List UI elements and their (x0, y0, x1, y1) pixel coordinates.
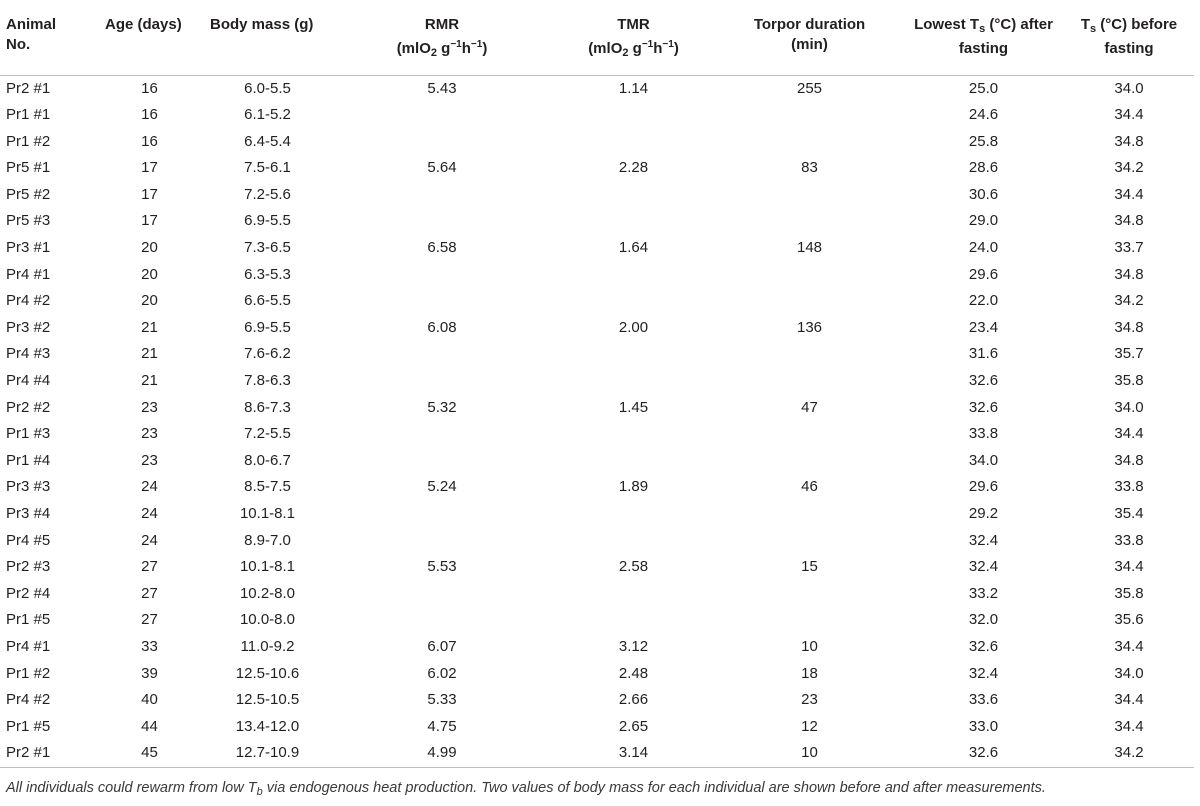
cell-rmr: 4.75 (427, 717, 457, 735)
cell-rmr: 5.53 (427, 558, 457, 576)
cell-age: 24 (141, 531, 158, 549)
header-tmr: TMR (mlO$_2$ $g^{-1}h^{-1}$) (551, 0, 716, 75)
cell-body-mass: 7.6-6.2 (244, 345, 291, 363)
table-row (0, 528, 1194, 555)
table-body (0, 75, 1194, 767)
cell-age: 16 (141, 106, 158, 124)
cell-torpor-duration (716, 182, 903, 209)
cell-age: 17 (141, 159, 158, 177)
cell-animal-no: Pr1 #2 (6, 132, 51, 150)
cell-age: 17 (141, 212, 158, 230)
cell-tmr: 3.12 (618, 637, 649, 655)
cell-lowest-ts: 31.6 (968, 345, 999, 363)
cell-ts-before: 34.8 (1114, 265, 1144, 283)
cell-rmr: 6.58 (427, 239, 457, 257)
cell-age: 45 (97, 740, 202, 767)
table-row (0, 341, 1194, 368)
cell-age: 16 (141, 79, 158, 97)
cell-animal-no: Pr2 #4 (6, 584, 51, 602)
table-row (0, 421, 1194, 448)
cell-ts-before: 34.4 (1114, 425, 1144, 443)
cell-torpor-duration: 23 (801, 691, 818, 709)
cell-tmr (551, 368, 716, 395)
cell-age: 16 (141, 132, 158, 150)
cell-body-mass: 7.3-6.5 (244, 239, 291, 257)
cell-lowest-ts: 33.2 (968, 584, 999, 602)
header-lowest-ts: Lowest $T_s$ (°C) after fasting (903, 0, 1064, 75)
cell-rmr (333, 528, 551, 555)
cell-rmr (333, 607, 551, 634)
cell-tmr (551, 102, 716, 129)
cell-animal-no: Pr5 #1 (6, 159, 51, 177)
cell-animal-no: Pr1 #4 (6, 451, 51, 469)
cell-torpor-duration (716, 262, 903, 289)
cell-torpor-duration: 12 (801, 717, 818, 735)
cell-lowest-ts: 32.0 (968, 611, 999, 629)
cell-torpor-duration: 10 (801, 637, 818, 655)
cell-animal-no: Pr4 #1 (6, 637, 51, 655)
cell-tmr: 2.66 (618, 691, 649, 709)
table-row (0, 208, 1194, 235)
table-row (0, 262, 1194, 289)
cell-body-mass: 7.2-5.5 (244, 425, 291, 443)
cell-age: 40 (141, 691, 158, 709)
cell-body-mass: 6.3-5.3 (244, 265, 291, 283)
cell-body-mass: 10.1-8.1 (239, 505, 296, 522)
cell-lowest-ts: 32.6 (968, 398, 999, 416)
cell-lowest-ts: 23.4 (968, 318, 999, 336)
cell-rmr (333, 448, 551, 475)
cell-ts-before: 34.4 (1114, 717, 1144, 735)
cell-animal-no: Pr1 #5 (6, 611, 51, 629)
table-row (0, 740, 1194, 767)
cell-torpor-duration: 136 (796, 318, 823, 336)
cell-tmr (551, 288, 716, 315)
table-row (0, 581, 1194, 608)
table-row (0, 368, 1194, 395)
cell-torpor-duration (716, 341, 903, 368)
cell-animal-no: Pr1 #5 (6, 717, 51, 735)
cell-animal-no: Pr4 #4 (6, 372, 51, 390)
cell-rmr: 5.32 (427, 398, 457, 416)
table-row (0, 75, 1194, 102)
cell-tmr: 1.64 (618, 239, 649, 257)
cell-lowest-ts: 29.6 (968, 478, 999, 496)
cell-ts-before: 34.8 (1114, 212, 1144, 230)
table-row (0, 687, 1194, 714)
cell-ts-before: 35.6 (1114, 611, 1144, 629)
table-row (0, 129, 1194, 156)
cell-lowest-ts: 25.8 (968, 132, 999, 150)
cell-body-mass: 6.9-5.5 (244, 318, 291, 336)
cell-animal-no: Pr3 #1 (6, 239, 51, 257)
table-row (0, 288, 1194, 315)
header-rmr: RMR (mlO$_2$ $g^{-1}h^{-1}$) (333, 0, 551, 75)
cell-animal-no: Pr4 #2 (6, 691, 51, 709)
cell-torpor-duration: 46 (801, 478, 818, 496)
cell-tmr: 2.48 (618, 664, 649, 682)
cell-ts-before: 35.8 (1114, 584, 1144, 602)
cell-animal-no: Pr4 #5 (6, 531, 51, 549)
cell-ts-before: 33.8 (1114, 478, 1144, 496)
table-row (0, 102, 1194, 129)
cell-lowest-ts: 29.6 (968, 265, 999, 283)
cell-age: 21 (141, 345, 158, 363)
cell-tmr: 2.00 (618, 318, 649, 336)
cell-ts-before: 34.0 (1114, 664, 1144, 682)
cell-ts-before: 34.4 (1114, 637, 1144, 655)
cell-torpor-duration (716, 528, 903, 555)
table-row (0, 634, 1194, 661)
cell-body-mass: 7.8-6.3 (244, 372, 291, 390)
cell-rmr: 6.07 (427, 637, 457, 655)
cell-tmr: 2.28 (618, 159, 649, 177)
header-row (0, 0, 1194, 75)
cell-animal-no: Pr1 #1 (6, 106, 51, 124)
cell-animal-no: Pr1 #2 (6, 664, 51, 682)
cell-body-mass: 6.1-5.2 (244, 106, 291, 124)
cell-ts-before: 34.4 (1114, 185, 1144, 203)
cell-body-mass: 13.4-12.0 (235, 717, 300, 735)
cell-body-mass: 10.0-8.0 (239, 611, 296, 629)
cell-lowest-ts: 33.0 (968, 717, 999, 735)
cell-tmr (551, 182, 716, 209)
cell-torpor-duration: 255 (796, 79, 823, 97)
cell-age: 39 (141, 664, 158, 682)
cell-torpor-duration (716, 288, 903, 315)
cell-rmr: 4.99 (333, 740, 551, 767)
cell-tmr (551, 129, 716, 156)
cell-lowest-ts: 29.0 (968, 212, 999, 230)
cell-rmr (333, 208, 551, 235)
cell-rmr: 6.02 (427, 664, 457, 682)
cell-ts-before: 34.0 (1114, 398, 1144, 416)
cell-tmr: 1.89 (618, 478, 649, 496)
cell-age: 27 (141, 558, 158, 576)
cell-lowest-ts: 30.6 (968, 185, 999, 203)
cell-body-mass: 7.5-6.1 (244, 159, 291, 177)
cell-lowest-ts: 32.6 (968, 372, 999, 390)
table-row (0, 235, 1194, 262)
cell-lowest-ts: 33.6 (968, 691, 999, 709)
cell-rmr (333, 421, 551, 448)
cell-animal-no: Pr2 #2 (6, 398, 51, 416)
cell-torpor-duration (716, 102, 903, 129)
cell-torpor-duration (716, 607, 903, 634)
cell-age: 17 (141, 185, 158, 203)
cell-ts-before: 34.4 (1114, 558, 1144, 576)
cell-lowest-ts: 32.4 (968, 664, 999, 682)
cell-torpor-duration (716, 129, 903, 156)
cell-torpor-duration (716, 501, 903, 528)
table-row (0, 182, 1194, 209)
cell-torpor-duration (716, 421, 903, 448)
cell-torpor-duration (716, 368, 903, 395)
cell-age: 23 (141, 451, 158, 469)
cell-lowest-ts: 24.6 (968, 106, 999, 124)
cell-age: 27 (141, 611, 158, 629)
table-row (0, 315, 1194, 342)
cell-body-mass: 6.4-5.4 (244, 132, 291, 150)
cell-animal-no: Pr4 #1 (6, 265, 51, 283)
cell-tmr (551, 581, 716, 608)
cell-age: 21 (141, 318, 158, 336)
cell-age: 21 (141, 372, 158, 390)
cell-rmr: 5.33 (427, 691, 457, 709)
cell-ts-before: 34.8 (1114, 132, 1144, 150)
cell-tmr (551, 607, 716, 634)
table-row (0, 714, 1194, 741)
cell-body-mass: 10.2-8.0 (239, 584, 296, 602)
cell-tmr: 1.45 (618, 398, 649, 416)
table-footnote: All individuals could rewarm from low $T_b$ via endogenous heat production. Two values of body mass for each individual are shown before and after measurements. (6, 780, 1046, 798)
table-row (0, 448, 1194, 475)
cell-lowest-ts: 22.0 (968, 292, 999, 310)
cell-torpor-duration (716, 581, 903, 608)
cell-lowest-ts: 33.8 (968, 425, 999, 443)
cell-ts-before: 35.4 (1114, 505, 1144, 522)
cell-lowest-ts: 32.6 (903, 740, 1064, 767)
header-ts-before: $T_s$ (°C) before fasting (1064, 0, 1194, 75)
cell-ts-before: 34.2 (1114, 159, 1144, 177)
cell-ts-before: 34.4 (1114, 106, 1144, 124)
cell-body-mass: 8.6-7.3 (244, 398, 291, 416)
cell-body-mass: 8.0-6.7 (244, 451, 291, 469)
cell-body-mass: 6.6-5.5 (244, 292, 291, 310)
cell-age: 23 (141, 398, 158, 416)
cell-tmr: 2.58 (618, 558, 649, 576)
cell-lowest-ts: 29.2 (968, 505, 999, 522)
cell-tmr (551, 421, 716, 448)
cell-tmr: 3.14 (551, 740, 716, 767)
cell-body-mass: 12.5-10.6 (235, 664, 300, 682)
cell-torpor-duration (716, 448, 903, 475)
cell-rmr (333, 102, 551, 129)
cell-ts-before: 34.8 (1114, 318, 1144, 336)
table-row (0, 554, 1194, 581)
cell-ts-before: 34.4 (1114, 691, 1144, 709)
cell-lowest-ts: 32.6 (968, 637, 999, 655)
cell-body-mass: 11.0-9.2 (240, 637, 295, 655)
cell-animal-no: Pr5 #2 (6, 185, 51, 203)
cell-torpor-duration: 18 (801, 664, 818, 682)
cell-rmr (333, 182, 551, 209)
cell-tmr: 2.65 (618, 717, 649, 735)
cell-lowest-ts: 34.0 (968, 451, 999, 469)
cell-torpor-duration: 47 (801, 398, 818, 416)
cell-body-mass: 8.5-7.5 (244, 478, 291, 496)
cell-body-mass: 6.0-5.5 (244, 79, 291, 97)
cell-ts-before: 34.0 (1114, 79, 1144, 97)
cell-animal-no: Pr3 #4 (6, 505, 51, 522)
cell-ts-before: 33.8 (1114, 531, 1144, 549)
cell-ts-before: 33.7 (1114, 239, 1144, 257)
cell-lowest-ts: 28.6 (968, 159, 999, 177)
cell-tmr (551, 501, 716, 528)
cell-rmr (333, 368, 551, 395)
cell-tmr (551, 341, 716, 368)
table-row (0, 501, 1194, 528)
cell-tmr: 1.14 (618, 79, 649, 97)
cell-rmr (333, 129, 551, 156)
table-row (0, 607, 1194, 634)
header-age: Age (days) (97, 0, 202, 75)
cell-lowest-ts: 32.4 (968, 531, 999, 549)
cell-animal-no: Pr4 #3 (6, 345, 51, 363)
cell-age: 27 (141, 584, 158, 602)
cell-animal-no: Pr2 #1 (6, 79, 51, 97)
cell-tmr (551, 528, 716, 555)
cell-age: 20 (141, 292, 158, 310)
cell-age: 44 (141, 717, 158, 735)
header-body-mass: Body mass (g) (202, 0, 333, 75)
cell-torpor-duration: 83 (801, 159, 818, 177)
cell-animal-no: Pr3 #2 (6, 318, 51, 336)
cell-body-mass: 12.7-10.9 (202, 740, 333, 767)
cell-animal-no: Pr3 #3 (6, 478, 51, 496)
header-torpor-duration: Torpor duration (min) (716, 0, 903, 75)
cell-age: 23 (141, 425, 158, 443)
cell-age: 20 (141, 265, 158, 283)
cell-age: 20 (141, 239, 158, 257)
cell-lowest-ts: 32.4 (968, 558, 999, 576)
cell-ts-before: 35.8 (1114, 372, 1144, 390)
header-animal-no: Animal No. (0, 0, 97, 75)
cell-lowest-ts: 25.0 (968, 79, 999, 97)
table-row (0, 474, 1194, 501)
cell-body-mass: 8.9-7.0 (244, 531, 291, 549)
cell-rmr: 5.43 (427, 79, 457, 97)
cell-rmr (333, 341, 551, 368)
cell-age: 33 (141, 637, 158, 655)
cell-ts-before: 34.2 (1114, 292, 1144, 310)
cell-torpor-duration: 148 (796, 239, 823, 257)
cell-rmr (333, 288, 551, 315)
cell-age: 24 (141, 505, 158, 522)
cell-animal-no: Pr4 #2 (6, 292, 51, 310)
cell-rmr (333, 581, 551, 608)
cell-age: 24 (141, 478, 158, 496)
table-row (0, 395, 1194, 422)
cell-animal-no: Pr5 #3 (6, 212, 51, 230)
cell-tmr (551, 448, 716, 475)
cell-rmr (333, 262, 551, 289)
cell-body-mass: 10.1-8.1 (239, 558, 296, 576)
cell-tmr (551, 262, 716, 289)
cell-rmr: 5.64 (427, 159, 457, 177)
cell-torpor-duration: 15 (801, 558, 818, 576)
cell-animal-no: Pr2 #3 (6, 558, 51, 576)
cell-body-mass: 12.5-10.5 (235, 691, 300, 709)
cell-body-mass: 6.9-5.5 (244, 212, 291, 230)
cell-tmr (551, 208, 716, 235)
cell-lowest-ts: 24.0 (968, 239, 999, 257)
cell-rmr: 5.24 (427, 478, 457, 496)
cell-animal-no: Pr2 #1 (0, 740, 97, 767)
cell-rmr: 6.08 (427, 318, 457, 336)
table-row (0, 155, 1194, 182)
cell-ts-before: 34.8 (1114, 451, 1144, 469)
cell-torpor-duration (716, 208, 903, 235)
cell-ts-before: 35.7 (1114, 345, 1144, 363)
cell-body-mass: 7.2-5.6 (244, 185, 291, 203)
cell-ts-before: 34.2 (1064, 740, 1194, 767)
table-row (0, 661, 1194, 688)
cell-rmr (333, 501, 551, 528)
cell-torpor-duration: 10 (716, 740, 903, 767)
cell-animal-no: Pr1 #3 (6, 425, 51, 443)
